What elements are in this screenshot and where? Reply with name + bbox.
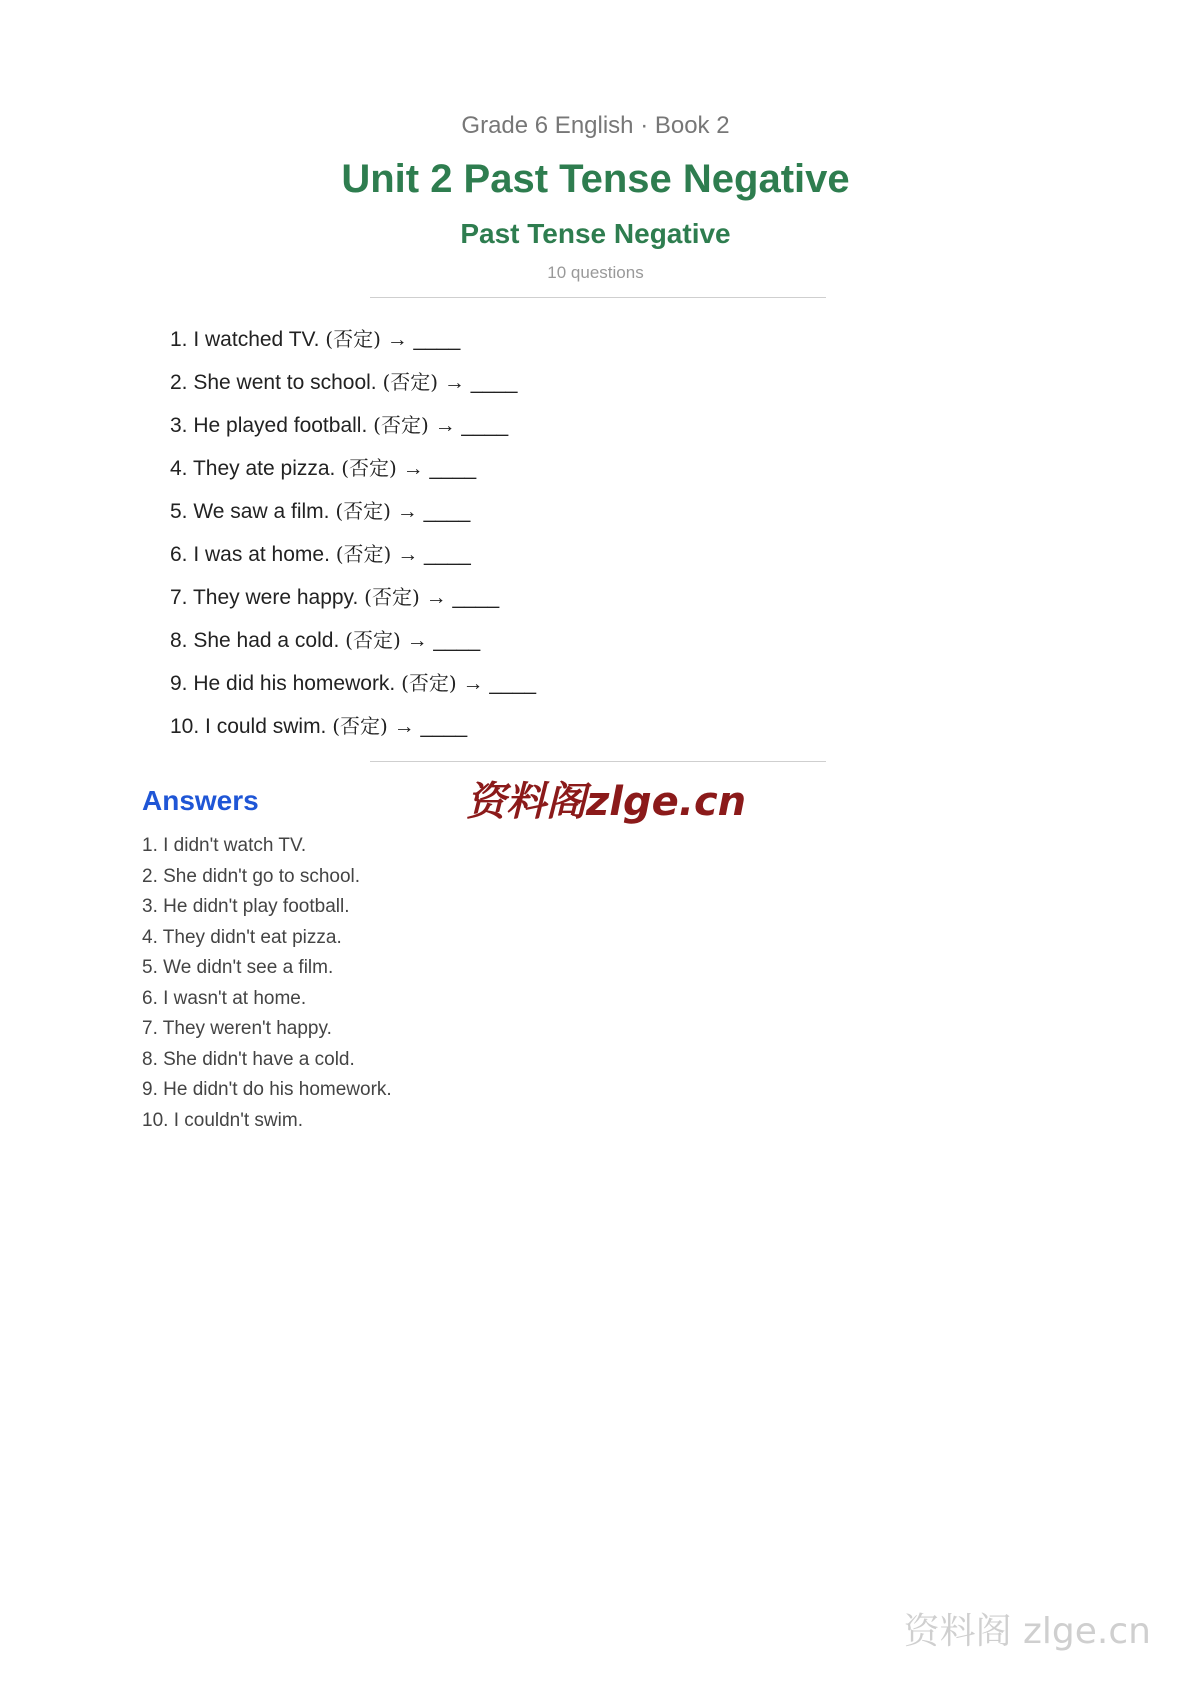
question-item	[170, 576, 536, 619]
question-note: (否定)	[335, 542, 392, 566]
answer-list	[142, 831, 392, 1136]
question-count: 10 questions	[547, 263, 644, 282]
footer-watermark: 资料阁 zlge.cn	[903, 1611, 1151, 1652]
question-text: 1. I watched TV.	[170, 328, 326, 351]
question-note: (否定)	[373, 413, 429, 437]
bottom-divider	[370, 761, 826, 762]
answer-item: 4. They didn't eat pizza.	[142, 926, 342, 948]
question-item	[170, 447, 536, 490]
answers-heading: Answers	[142, 785, 259, 816]
question-text: 4. They ate pizza.	[170, 457, 342, 480]
answer-blank: → ____	[391, 543, 471, 566]
page-subtitle: Past Tense Negative	[460, 218, 731, 249]
answer-item: 9. He didn't do his homework.	[142, 1079, 392, 1100]
question-item	[170, 490, 536, 533]
question-text: 10. I could swim.	[170, 715, 333, 738]
question-text: 8. She had a cold.	[170, 629, 346, 652]
worksheet-header	[0, 110, 1191, 284]
question-item	[170, 533, 536, 576]
question-note: (否定)	[341, 456, 397, 480]
answer-blank: → ____	[400, 629, 481, 652]
answer-item: 10. I couldn't swim.	[142, 1109, 303, 1131]
answer-item: 2. She didn't go to school.	[142, 865, 361, 887]
grade-label: Grade 6 English · Book 2	[461, 112, 730, 139]
answer-blank: → ____	[380, 328, 461, 351]
answer-item: 5. We didn't see a film.	[142, 957, 334, 978]
question-list	[170, 318, 536, 748]
answer-item: 8. She didn't have a cold.	[142, 1048, 355, 1070]
page-title: Unit 2 Past Tense Negative	[341, 157, 850, 201]
question-item	[170, 318, 536, 361]
answer-blank: → ____	[419, 586, 500, 609]
answer-blank: → ____	[456, 672, 537, 695]
question-text: 9. He did his homework.	[170, 672, 402, 695]
question-item	[170, 662, 536, 705]
answer-blank: → ____	[387, 715, 468, 738]
question-item	[170, 361, 536, 404]
question-item	[170, 619, 536, 662]
question-note: (否定)	[364, 585, 420, 609]
question-text: 7. They were happy.	[170, 586, 365, 609]
question-text: 2. She went to school.	[170, 371, 383, 394]
question-note: (否定)	[335, 499, 391, 523]
question-note: (否定)	[401, 671, 457, 695]
answer-item: 7. They weren't happy.	[142, 1018, 332, 1039]
answer-item: 6. I wasn't at home.	[142, 987, 307, 1009]
question-text: 3. He played football.	[170, 414, 374, 437]
question-text: 5. We saw a film.	[170, 500, 336, 523]
top-divider	[370, 297, 826, 298]
answer-blank: → ____	[396, 457, 477, 480]
answer-blank: → ____	[428, 414, 509, 437]
question-note: (否定)	[382, 370, 439, 394]
question-note: (否定)	[332, 714, 388, 738]
answer-blank: → ____	[390, 500, 471, 523]
watermark-logo: 资料阁zlge.cn	[466, 779, 747, 825]
question-item	[170, 404, 536, 447]
answer-item: 3. He didn't play football.	[142, 896, 350, 917]
question-note: (否定)	[325, 327, 381, 351]
question-note: (否定)	[345, 628, 401, 652]
answer-item: 1. I didn't watch TV.	[142, 835, 307, 856]
answer-blank: → ____	[438, 371, 518, 394]
question-item	[170, 705, 536, 748]
question-text: 6. I was at home.	[170, 543, 336, 566]
